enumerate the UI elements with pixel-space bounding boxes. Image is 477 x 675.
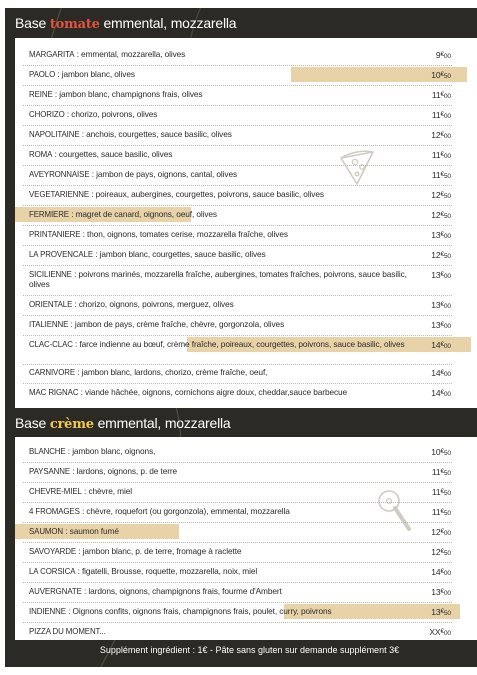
menu-item-text bbox=[29, 368, 424, 378]
menu-item-description: : viande hâchée, oignons, cornichons aigre doux, cheddar,sauce barbecue bbox=[78, 387, 348, 397]
menu-item-text bbox=[29, 388, 424, 398]
menu-item-description: : chorizo, oignons, poivrons, merguez, olives bbox=[72, 299, 234, 309]
menu-item-description: : lardons, oignons, champignons frais, fourme d'Ambert bbox=[81, 586, 282, 596]
menu-item-price: 11€00 bbox=[431, 150, 451, 160]
menu-item-price: 11€50 bbox=[431, 170, 451, 180]
menu-item-price: 13€00 bbox=[431, 587, 451, 597]
row-separator bbox=[23, 85, 452, 86]
menu-item-description: : thon, oignons, tomates cerise, mozzarella fraîche, olives bbox=[80, 229, 288, 239]
menu-item-description: : jambon blanc, lardons, chorizo, crème fraîche, oeuf, bbox=[75, 367, 268, 377]
menu-item-description: : lardons, oignons, p. de terre bbox=[70, 466, 178, 476]
menu-item-name: FERMIERE bbox=[29, 210, 69, 219]
menu-item-name: SICILIENNE bbox=[29, 270, 72, 279]
row-separator bbox=[23, 562, 452, 563]
menu-item-name: NAPOLITAINE bbox=[29, 130, 80, 139]
menu-item-price: 9€00 bbox=[435, 50, 451, 60]
menu-item-name: REINE bbox=[29, 90, 53, 99]
tomate-menu-panel bbox=[15, 38, 477, 408]
row-separator bbox=[23, 125, 452, 126]
menu-item-text bbox=[29, 547, 424, 557]
menu-item-name: MAC RIGNAC bbox=[29, 388, 79, 397]
menu-item-text bbox=[29, 170, 424, 180]
menu-item-name: CLAC-CLAC bbox=[29, 340, 73, 349]
menu-item-text bbox=[29, 90, 424, 100]
menu-item-description: : jambon blanc, olives bbox=[55, 69, 135, 79]
menu-item-name: BLANCHE bbox=[29, 447, 66, 456]
menu-item-text bbox=[29, 50, 424, 60]
row-separator bbox=[23, 622, 452, 623]
menu-item-description: : jambon blanc, champignons frais, olives bbox=[52, 89, 203, 99]
menu-item-price: XX€00 bbox=[429, 627, 451, 637]
menu-item-text bbox=[29, 300, 424, 310]
menu-item-price: 10€50 bbox=[431, 447, 451, 457]
row-separator bbox=[23, 105, 452, 106]
row-separator bbox=[23, 315, 452, 316]
menu-item-text bbox=[29, 130, 424, 140]
row-separator bbox=[23, 582, 452, 583]
row-separator bbox=[23, 245, 452, 246]
footer-note: Supplément ingrédient : 1€ - Pâte sans gluten sur demande supplément 3€ bbox=[99, 645, 400, 655]
menu-item-description: : emmental, mozzarella, olives bbox=[74, 49, 186, 59]
menu-item-description: : figatelli, Brousse, roquette, mozzarella, noix, miel bbox=[75, 566, 258, 576]
row-separator bbox=[23, 185, 452, 186]
menu-item-name: LA CORSICA bbox=[29, 567, 76, 576]
row-separator bbox=[23, 265, 452, 266]
menu-item-description: : jambon de pays, crème fraîche, chèvre, gorgonzola, olives bbox=[68, 319, 285, 329]
menu-item-description: : saumon fumé bbox=[63, 526, 119, 536]
menu-item-text bbox=[29, 190, 424, 200]
menu-item-name: SAUMON bbox=[29, 527, 64, 536]
menu-item-price: 11€00 bbox=[431, 110, 451, 120]
menu-item-price: 12€00 bbox=[431, 130, 451, 140]
menu-item-name: 4 FROMAGES bbox=[29, 507, 80, 516]
menu-item-text bbox=[29, 150, 424, 160]
title-accent: crème bbox=[49, 417, 94, 432]
row-separator bbox=[23, 165, 452, 166]
menu-item-description: : poireaux, aubergines, courgettes, poivrons, sauce basilic, olives bbox=[89, 189, 324, 199]
menu-item-text bbox=[29, 607, 424, 617]
menu-item-price: 14€00 bbox=[431, 340, 451, 350]
menu-item-text bbox=[29, 340, 424, 350]
menu-item-text bbox=[29, 507, 424, 517]
row-separator bbox=[23, 522, 452, 523]
menu-item-text bbox=[29, 110, 424, 120]
menu-item-name: CHORIZO bbox=[29, 110, 65, 119]
menu-item-name: AVEYRONNAISE bbox=[29, 170, 90, 179]
menu-item-price: 12€50 bbox=[431, 190, 451, 200]
menu-item-description: : anchois, courgettes, sauce basilic, olives bbox=[79, 129, 232, 139]
row-separator bbox=[23, 205, 452, 206]
menu-item-description: : jambon de pays, oignons, cantal, olives bbox=[89, 169, 238, 179]
menu-item-description: : jambon blanc, p. de terre, fromage à raclette bbox=[76, 546, 242, 556]
menu-item-description: : poivrons marinés, mozzarella fraîche, aubergines, tomates fraîches, poivrons, sauce basilic, olives bbox=[29, 269, 407, 289]
menu-item-text bbox=[29, 467, 424, 477]
menu-item-description: : Oignons confits, oignons frais, champignons frais, poulet, curry, poivrons bbox=[65, 606, 332, 616]
row-separator bbox=[23, 542, 452, 543]
menu-item-name: PAOLO bbox=[29, 70, 56, 79]
menu-item-name: LA PROVENCALE bbox=[29, 250, 94, 259]
menu-item-name: SAVOYARDE bbox=[29, 547, 77, 556]
menu-item-price: 12€50 bbox=[431, 210, 451, 220]
menu-item-description: : chèvre, roquefort (ou gorgonzola), emmental, mozzarella bbox=[79, 506, 290, 516]
menu-item-description: : courgettes, sauce basilic, olives bbox=[52, 149, 173, 159]
menu-item-price: 12€00 bbox=[431, 527, 451, 537]
menu-item-text bbox=[29, 320, 424, 330]
menu-item-price: 13€00 bbox=[431, 270, 451, 280]
menu-item-price: 13€00 bbox=[431, 300, 451, 310]
row-separator bbox=[23, 482, 452, 483]
menu-item-text bbox=[29, 627, 424, 637]
row-separator bbox=[23, 65, 452, 66]
creme-menu-panel bbox=[15, 437, 477, 640]
menu-item-price: 11€50 bbox=[431, 507, 451, 517]
menu-item-price: 11€50 bbox=[431, 487, 451, 497]
row-separator bbox=[23, 364, 452, 365]
menu-page bbox=[5, 8, 477, 667]
menu-item-price: 13€00 bbox=[431, 320, 451, 330]
menu-item-price: 12€50 bbox=[431, 547, 451, 557]
menu-item-price: 13€50 bbox=[431, 607, 451, 617]
menu-item-text bbox=[29, 230, 424, 240]
menu-item-price: 10€50 bbox=[431, 70, 451, 80]
menu-item-text bbox=[29, 250, 424, 260]
menu-item-text bbox=[29, 70, 424, 80]
menu-item-name: VEGETARIENNE bbox=[29, 190, 90, 199]
menu-item-name: INDIENNE bbox=[29, 607, 66, 616]
row-separator bbox=[23, 502, 452, 503]
row-separator bbox=[23, 145, 452, 146]
menu-item-name: PIZZA DU MOMENT... bbox=[29, 627, 106, 636]
title-prefix: Base bbox=[15, 15, 50, 31]
menu-item-name: PRINTANIERE bbox=[29, 230, 81, 239]
menu-item-text bbox=[29, 527, 424, 537]
menu-item-text bbox=[29, 270, 424, 289]
menu-item-price: 12€50 bbox=[431, 250, 451, 260]
menu-item-price: 14€00 bbox=[431, 368, 451, 378]
menu-item-price: 11€00 bbox=[431, 90, 451, 100]
title-suffix: emmental, mozzarella bbox=[93, 415, 231, 431]
menu-item-description: : chorizo, poivrons, olives bbox=[64, 109, 158, 119]
menu-item-text bbox=[29, 487, 424, 497]
menu-item-name: ITALIENNE bbox=[29, 320, 69, 329]
section-title-creme bbox=[15, 412, 231, 434]
menu-item-name: CARNIVORE bbox=[29, 368, 76, 377]
row-separator bbox=[23, 602, 452, 603]
menu-item-description: : farce indienne au bœuf, crème fraîche, poireaux, courgettes, poivrons, sauce basilic, olives bbox=[72, 339, 405, 349]
menu-item-description: : jambon blanc, courgettes, sauce basilic, olives bbox=[93, 249, 266, 259]
menu-item-description: : jambon blanc, oignons, bbox=[65, 446, 156, 456]
row-separator bbox=[23, 225, 452, 226]
menu-item-name: PAYSANNE bbox=[29, 467, 71, 476]
row-separator bbox=[23, 383, 452, 384]
menu-item-description: : magret de canard, oignons, oeuf, olives bbox=[68, 209, 217, 219]
menu-item-name: AUVERGNATE bbox=[29, 587, 82, 596]
menu-item-text bbox=[29, 587, 424, 597]
title-prefix: Base bbox=[15, 415, 50, 431]
row-separator bbox=[23, 335, 452, 336]
menu-item-description: : chèvre, miel bbox=[81, 486, 132, 496]
menu-item-name: CHEVRE-MIEL bbox=[29, 487, 82, 496]
menu-item-price: 13€00 bbox=[431, 230, 451, 240]
row-separator bbox=[23, 462, 452, 463]
title-suffix: emmental, mozzarella bbox=[99, 15, 237, 31]
section-title-tomate bbox=[15, 12, 236, 34]
menu-item-text bbox=[29, 447, 424, 457]
menu-item-price: 11€50 bbox=[431, 467, 451, 477]
menu-item-name: ORIENTALE bbox=[29, 300, 73, 309]
title-accent: tomate bbox=[49, 17, 100, 32]
menu-item-name: MARGARITA bbox=[29, 50, 75, 59]
row-separator bbox=[23, 295, 452, 296]
menu-item-name: ROMA bbox=[29, 150, 53, 159]
menu-item-price: 14€00 bbox=[431, 388, 451, 398]
menu-item-price: 14€00 bbox=[431, 567, 451, 577]
menu-item-text bbox=[29, 567, 424, 577]
menu-item-text bbox=[29, 210, 424, 220]
